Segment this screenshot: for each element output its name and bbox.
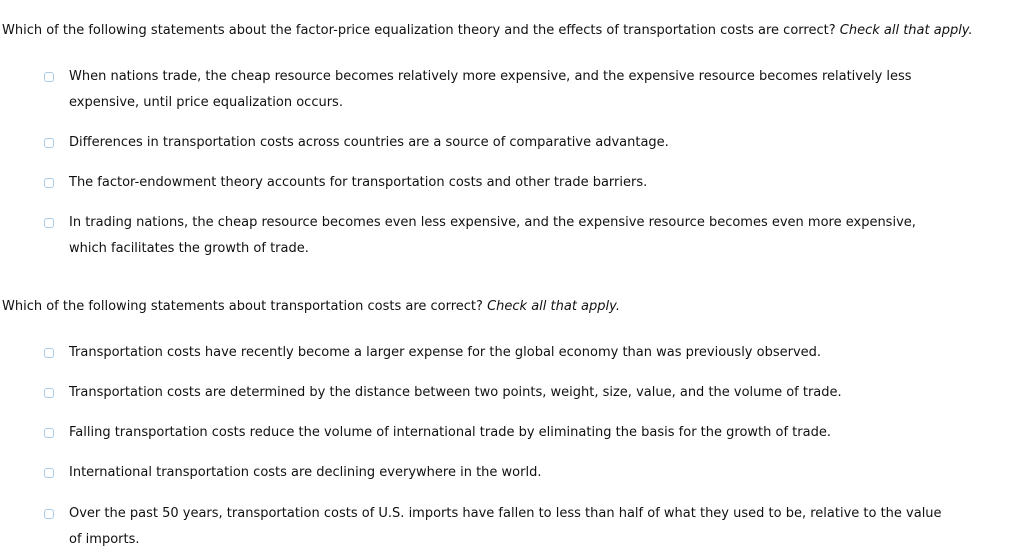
option-label: International transportation costs are declining everywhere in the world. (69, 465, 542, 480)
checkbox[interactable] (44, 388, 54, 398)
option-label: Over the past 50 years, transportation costs of U.S. imports have fallen to less than half of what they used to be, relative to the value of imports. (69, 506, 942, 547)
checkbox[interactable] (44, 178, 54, 188)
question-1-prompt (2, 22, 1017, 40)
checkbox[interactable] (44, 468, 54, 478)
question-2-prompt (2, 298, 1017, 316)
option-label: Transportation costs have recently become a larger expense for the global economy than was previously observed. (69, 345, 822, 360)
checkbox[interactable] (44, 428, 54, 438)
option-label: In trading nations, the cheap resource becomes even less expensive, and the expensive resource becomes even more expensive, which facilitates the growth of trade. (69, 215, 916, 256)
checkbox[interactable] (44, 348, 54, 358)
checkbox[interactable] (44, 218, 54, 228)
option-label: Transportation costs are determined by the distance between two points, weight, size, value, and the volume of trade. (69, 385, 842, 400)
question-1-instruction: Check all that apply. (839, 23, 973, 38)
checkbox[interactable] (44, 138, 54, 148)
option-label: Differences in transportation costs across countries are a source of comparative advantage. (69, 135, 669, 150)
question-1-text: Which of the following statements about the factor-price equalization theory and the effects of transportation costs are correct? (2, 23, 836, 38)
question-2-instruction: Check all that apply. (487, 299, 620, 314)
checkbox[interactable] (44, 72, 54, 82)
checkbox[interactable] (44, 509, 54, 519)
option-label: Falling transportation costs reduce the volume of international trade by eliminating the basis for the growth of trade. (69, 425, 831, 440)
question-2-text: Which of the following statements about transportation costs are correct? (2, 299, 483, 314)
option-label: The factor-endowment theory accounts for transportation costs and other trade barriers. (69, 175, 648, 190)
option-label: When nations trade, the cheap resource becomes relatively more expensive, and the expensive resource becomes relatively less expensive, until price equalization occurs. (69, 69, 912, 110)
